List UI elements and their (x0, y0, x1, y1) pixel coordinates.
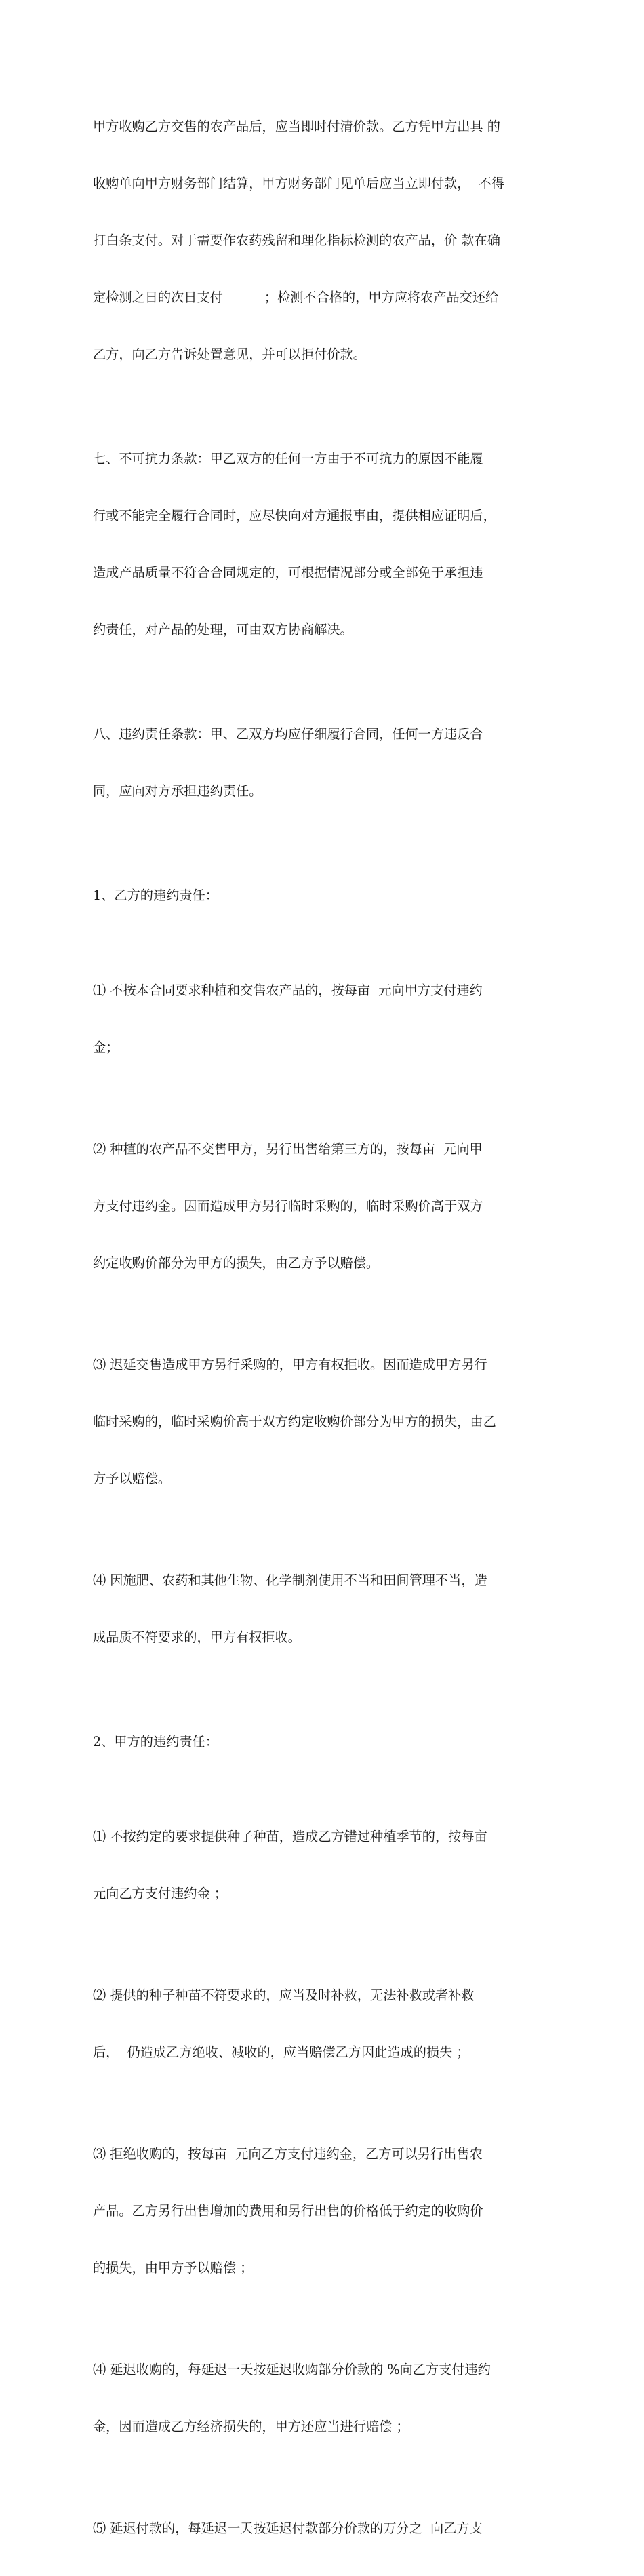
text-line: 方予以赔偿。 (93, 1471, 172, 1486)
text-line: 打白条支付。对于需要作农药残留和理化指标检测的农产品，价 款在确 (93, 233, 500, 248)
text-line: 临时采购的，临时采购价高于双方约定收购价部分为甲方的损失，由乙 (93, 1414, 496, 1429)
clause-a-2 (93, 1948, 548, 2100)
text-line: 约责任，对产品的处理，可由双方协商解决。 (93, 622, 353, 637)
text-line: 2、甲方的违约责任： (93, 1734, 218, 1749)
text-line: ⑵ 提供的种子种苗不符要求的，应当及时补救，无法补救或者补救 (93, 1987, 475, 2003)
text-line: 后， 仍造成乙方绝收、减收的，应当赔偿乙方因此造成的损失 ； (93, 2044, 470, 2060)
heading-party-a-liability (93, 1695, 548, 1789)
clause-b-3 (93, 1317, 548, 1526)
text-line: 产品。乙方另行出售增加的费用和另行出售的价格低于约定的收购价 (93, 2203, 483, 2219)
text-line: 约定收购价部分为甲方的损失，由乙方予以赔偿。 (93, 1255, 380, 1271)
clause-b-2 (93, 1102, 548, 1311)
text-line: 元向乙方支付违约金 ； (93, 1886, 227, 1901)
text-line: 定检测之日的次日支付 ；检测不合格的，甲方应将农产品交还给 (93, 290, 499, 305)
clause-a-5 (93, 2481, 548, 2576)
document-page (93, 79, 548, 2576)
text-line: 金； (93, 1039, 119, 1055)
text-line: ⑷ 延迟收购的，每延迟一天按延迟收购部分价款的 %向乙方支付违约 (93, 2362, 491, 2377)
text-line: 行或不能完全履行合同时，应尽快向对方通报事由，提供相应证明后， (93, 508, 496, 523)
paragraph-payment (93, 79, 548, 402)
paragraph-force-majeure (93, 412, 548, 677)
text-line: 1、乙方的违约责任： (93, 888, 218, 903)
text-line: ⑷ 因施肥、农药和其他生物、化学制剂使用不当和田间管理不当，造 (93, 1572, 487, 1588)
text-line: ⑴ 不按约定的要求提供种子种苗，造成乙方错过种植季节的，按每亩 (93, 1829, 487, 1844)
text-line: 金，因而造成乙方经济损失的，甲方还应当进行赔偿 ； (93, 2419, 409, 2434)
text-line: ⑶ 迟延交售造成甲方另行采购的，甲方有权拒收。因而造成甲方另行 (93, 1357, 487, 1372)
text-line: ⑴ 不按本合同要求种植和交售农产品的，按每亩 元向甲方支付违约 (93, 983, 483, 998)
text-line: 的损失，由甲方予以赔偿 ； (93, 2260, 254, 2276)
text-line: 收购单向甲方财务部门结算，甲方财务部门见单后应当立即付款， 不得 (93, 176, 505, 191)
clause-a-3 (93, 2107, 548, 2316)
text-line: 造成产品质量不符合合同规定的，可根据情况部分或全部免于承担违 (93, 565, 483, 580)
text-line: 同，应向对方承担违约责任。 (93, 783, 262, 799)
text-line: 甲方收购乙方交售的农产品后，应当即时付清价款。乙方凭甲方出具 的 (93, 119, 500, 134)
clause-a-1 (93, 1789, 548, 1941)
paragraph-breach (93, 687, 548, 839)
text-line: 成品质不符要求的，甲方有权拒收。 (93, 1629, 301, 1645)
text-line: ⑵ 种植的农产品不交售甲方，另行出售给第三方的，按每亩 元向甲 (93, 1141, 483, 1157)
text-line: 乙方，向乙方告诉处置意见，并可以拒付价款。 (93, 346, 366, 362)
text-line: 七、不可抗力条款：甲乙双方的任何一方由于不可抗力的原因不能履 (93, 451, 483, 467)
text-line: 八、违约责任条款：甲、乙双方均应仔细履行合同，任何一方违反合 (93, 726, 483, 742)
text-line: 方支付违约金。因而造成甲方另行临时采购的，临时采购价高于双方 (93, 1198, 483, 1214)
clause-b-4 (93, 1533, 548, 1685)
clause-a-4 (93, 2322, 548, 2474)
text-line: ⑸ 延迟付款的，每延迟一天按延迟付款部分价款的万分之 向乙方支 (93, 2520, 483, 2536)
text-line: ⑶ 拒绝收购的，按每亩 元向乙方支付违约金，乙方可以另行出售农 (93, 2146, 483, 2162)
clause-b-1 (93, 943, 548, 1095)
heading-party-b-liability (93, 848, 548, 943)
